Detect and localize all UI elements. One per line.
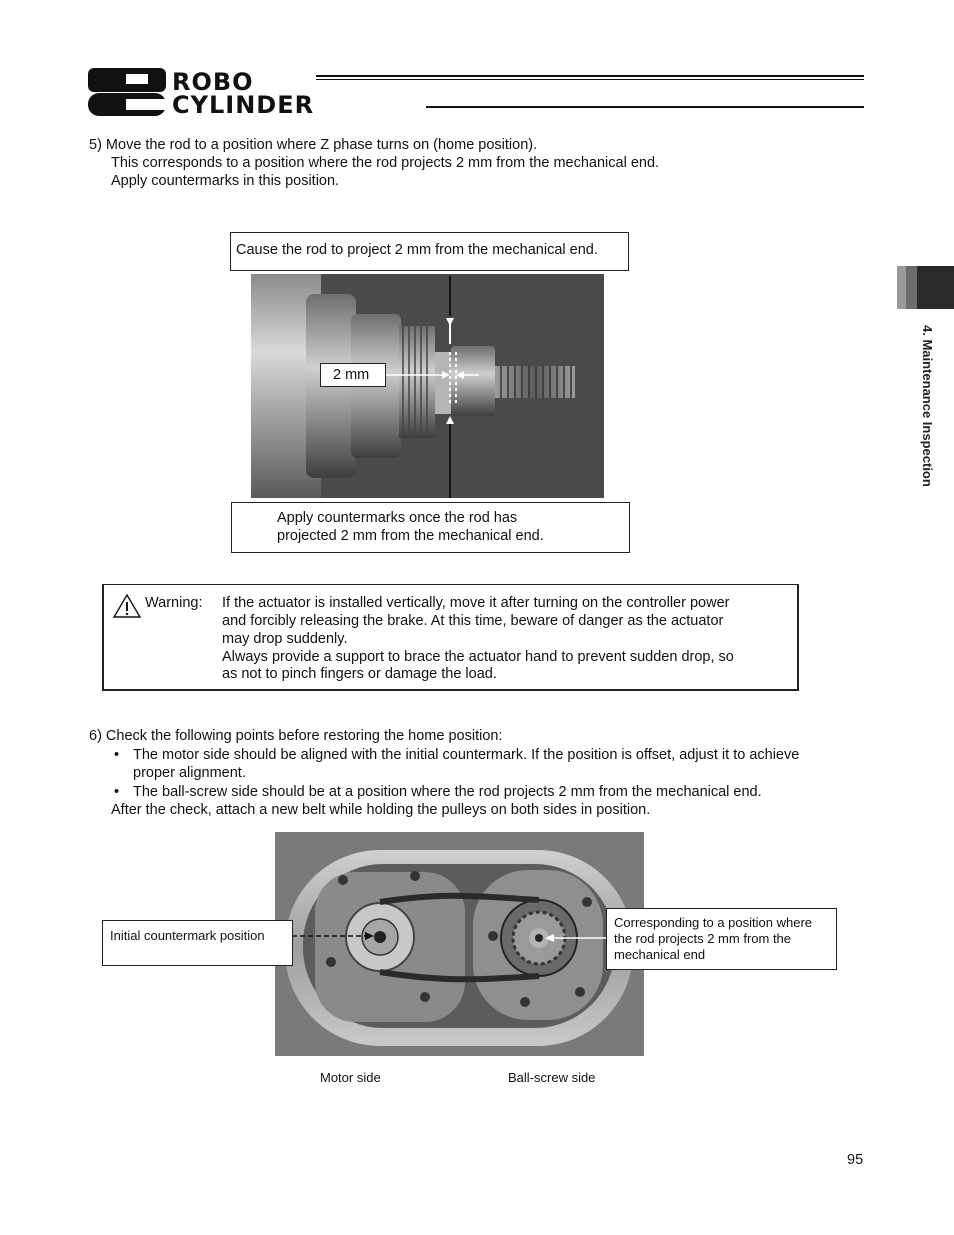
figure1-label-2mm-text: 2 mm	[333, 367, 370, 383]
warning-label: Warning:	[145, 595, 203, 611]
header-rule-top	[316, 75, 864, 77]
header-rule-bottom	[426, 106, 864, 108]
side-tab-strip-light	[897, 266, 906, 309]
step6-line-after: After the check, attach a new belt while holding the pulleys on both sides in position.	[111, 802, 651, 818]
figure2-label-motor-side: Motor side	[320, 1070, 381, 1085]
header-rule-top-thin	[316, 79, 864, 80]
warning-box	[102, 584, 799, 691]
figure2-label-ballscrew-side: Ball-screw side	[508, 1070, 596, 1085]
figure2-callout-left-text: Initial countermark position	[110, 928, 265, 943]
figure1-callout-bottom-line1: Apply countermarks once the rod has	[277, 510, 518, 526]
logo-line-robo: ROBO	[172, 68, 254, 96]
pulley-housing-photo	[275, 832, 644, 1056]
figure2-callout-right-line1: Corresponding to a position where	[614, 915, 813, 930]
figure1-callout-top	[230, 232, 629, 271]
warning-line-5: as not to pinch fingers or damage the load.	[222, 666, 497, 682]
rod-end-photo	[251, 274, 604, 498]
side-tab-strip-mid	[906, 266, 917, 309]
warning-line-2: and forcibly releasing the brake. At this time, beware of danger as the actuator	[222, 613, 724, 629]
step6-line1: 6) Check the following points before restoring the home position:	[89, 728, 503, 744]
step6-bullet2: The ball-screw side should be at a position where the rod projects 2 mm from the mechanical end.	[133, 784, 762, 800]
side-tab-strip-dark	[917, 266, 954, 309]
step6-bullet1-line1: The motor side should be aligned with the initial countermark. If the position is offset, adjust it to achieve	[133, 747, 800, 763]
figure2-callout-right-line2: the rod projects 2 mm from the	[614, 931, 792, 946]
page-number: 95	[847, 1152, 864, 1168]
side-tab-label: 4. Maintenance Inspection	[920, 325, 935, 487]
rc-logo-mark	[86, 66, 168, 118]
figure1-callout-bottom	[231, 502, 630, 553]
figure2-callout-right-line3: mechanical end	[614, 947, 706, 962]
figure1-callout-bottom-line2: projected 2 mm from the mechanical end.	[277, 528, 544, 544]
step6-bullet1-line2: proper alignment.	[133, 765, 246, 781]
figure2-callout-left	[102, 920, 293, 966]
warning-line-4: Always provide a support to brace the actuator hand to prevent sudden drop, so	[222, 649, 734, 665]
step5-line3: Apply countermarks in this position.	[111, 173, 340, 189]
logo-line-cylinder: CYLINDER	[172, 91, 315, 119]
figure2-callout-right	[606, 908, 837, 970]
figure1-label-2mm	[320, 363, 386, 387]
step6-bullet1-marker: •	[114, 747, 120, 763]
step5-line1: 5) Move the rod to a position where Z phase turns on (home position).	[89, 137, 538, 153]
warning-triangle-icon	[113, 594, 141, 618]
step5-line2: This corresponds to a position where the rod projects 2 mm from the mechanical end.	[111, 155, 660, 171]
warning-line-1: If the actuator is installed vertically, move it after turning on the controller power	[222, 595, 730, 611]
step6-bullet2-marker: •	[114, 784, 120, 800]
warning-line-3: may drop suddenly.	[222, 631, 348, 647]
figure1-callout-top-text: Cause the rod to project 2 mm from the mechanical end.	[236, 242, 598, 258]
